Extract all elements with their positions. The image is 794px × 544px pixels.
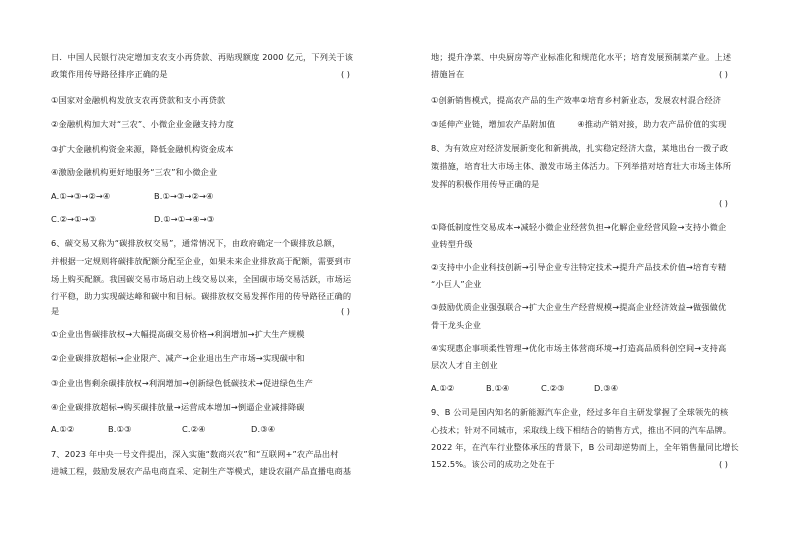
- q8-option-b: B.①④: [486, 383, 510, 393]
- q7-stem-line-1: 7、2023 年中央一号文件提出，深入实施“数商兴农”和“互联网+”农产品出村: [51, 449, 339, 459]
- q6-option-b: B.①③: [108, 424, 132, 434]
- q8-item-3-line-1: ③鼓励优质企业强强联合→扩大企业生产经营规模→提高企业经济效益→做强做优: [431, 302, 727, 312]
- q8-item-4-line-1: ④实现惠企事项柔性管理→优化市场主体营商环境→打造高品质科创空间→支持高: [431, 343, 727, 353]
- q8-answer-bracket: ( ): [719, 198, 728, 208]
- q8-item-2-line-1: ②支持中小企业科技创新→引导企业专注特定技术→提升产品技术价值→培育专精: [431, 262, 727, 272]
- q8-option-d: D.③④: [594, 383, 619, 393]
- q8-item-1-line-1: ①降低制度性交易成本→减轻小微企业经营负担→化解企业经营风险→支持小微企: [431, 222, 727, 232]
- q5-stem-line-1: 日．中国人民银行决定增加支农支小再贷款、再贴现额度 2000 亿元，下列关于该: [51, 52, 354, 62]
- q6-option-a: A.①②: [51, 424, 75, 434]
- q8-option-c: C.②③: [541, 383, 565, 393]
- q6-option-d: D.③④: [251, 424, 276, 434]
- q5-item-1: ①国家对金融机构发放支农再贷款和支小再贷款: [51, 95, 226, 105]
- q6-item-4: ④企业碳排放超标→购买碳排放量→运营成本增加→倒逼企业减排降碳: [51, 402, 305, 412]
- q8-item-2-line-2: “小巨人”企业: [431, 279, 482, 289]
- q5-option-b: B.①→③→②→④: [154, 191, 214, 201]
- q9-stem-line-2: 心技术；针对不同城市，采取线上线下相结合的销售方式，推出不同的汽车品牌。: [431, 425, 732, 435]
- q7-stem-line-4: 措施旨在: [431, 69, 465, 79]
- q8-stem-line-3: 发挥的积极作用传导正确的是: [431, 179, 540, 189]
- q5-stem-line-2: 政策作用传导路径排序正确的是: [51, 69, 168, 79]
- q6-stem-line-5: 是: [51, 306, 60, 316]
- q6-option-c: C.②④: [182, 424, 206, 434]
- q8-stem-line-1: 8、为有效应对经济发展新变化和新挑战，扎实稳定经济大盘，某地出台一拨子政: [431, 143, 729, 153]
- q5-answer-bracket: ( ): [341, 69, 350, 79]
- q7-item-row-2: ③延伸产业链，增加农产品附加值 ④推动产销对接，助力农产品价值的实现: [431, 119, 727, 129]
- q5-item-4: ④激励金融机构更好地服务“三农”和小微企业: [51, 167, 218, 177]
- q9-answer-bracket: ( ): [719, 459, 728, 469]
- q7-item-row-1: ①创新销售模式，提高农产品的生产效率②培育乡村新业态，发展农村混合经济: [431, 95, 722, 105]
- q5-option-c: C.②→①→③: [51, 214, 97, 224]
- q6-answer-bracket: ( ): [341, 306, 350, 316]
- q5-option-d: D.①→①→④→③: [154, 214, 215, 224]
- q5-item-3: ③扩大金融机构资金来源，降低金融机构资金成本: [51, 144, 234, 154]
- q8-item-4-line-2: 层次人才自主创业: [431, 360, 498, 370]
- q5-option-a: A.①→③→②→④: [51, 191, 111, 201]
- q6-stem-line-1: 6、碳交易又称为“碳排放权交易”，通常情况下，由政府确定一个碳排放总额，: [51, 238, 341, 248]
- q6-item-1: ①企业出售碳排放权→大幅提高碳交易价格→利润增加→扩大生产规模: [51, 329, 305, 339]
- q9-stem-line-4: 152.5%。该公司的成功之处在于: [431, 459, 555, 469]
- q7-stem-line-3: 地；提升净菜、中央厨房等产业标准化和规范化水平；培育发展预制菜产业。上述: [431, 52, 732, 62]
- q6-stem-line-3: 场上购买配额。我国碳交易市场启动上线交易以来，全国碳市场交易活跃，市场运: [51, 274, 352, 284]
- q8-item-1-line-2: 业转型升级: [431, 239, 473, 249]
- q5-item-2: ②金融机构加大对“三农”、小微企业金融支持力度: [51, 119, 235, 129]
- q6-stem-line-4: 行平稳，助力实现碳达峰和碳中和目标。碳排放权交易发挥作用的传导路径正确的: [51, 291, 352, 301]
- q6-stem-line-2: 并根据一定规则将碳排放配额分配至企业，如果未来企业排放高于配额，需要到市: [51, 256, 352, 266]
- q8-stem-line-2: 策措施，培育壮大市场主体、激发市场主体活力。下列举措对培育壮大市场主体所: [431, 161, 732, 171]
- q7-answer-bracket: ( ): [719, 69, 728, 79]
- q8-item-3-line-2: 骨干龙头企业: [431, 320, 482, 330]
- q9-stem-line-1: 9、B 公司是国内知名的新能源汽车企业，经过多年自主研发掌握了全球领先的核: [431, 407, 729, 417]
- q8-option-a: A.①②: [431, 383, 455, 393]
- q7-stem-line-2: 进城工程，鼓励发展农产品电商直采、定制生产等模式，建设农副产品直播电商基: [51, 466, 352, 476]
- q9-stem-line-3: 2022 年，在汽车行业整体承压的背景下，B 公司却逆势而上，全年销售量同比增长: [431, 442, 739, 452]
- q6-item-3: ③企业出售剩余碳排放权→利润增加→创新绿色低碳技术→促进绿色生产: [51, 378, 313, 388]
- q6-item-2: ②企业碳排放超标→企业限产、减产→企业退出生产市场→实现碳中和: [51, 353, 305, 363]
